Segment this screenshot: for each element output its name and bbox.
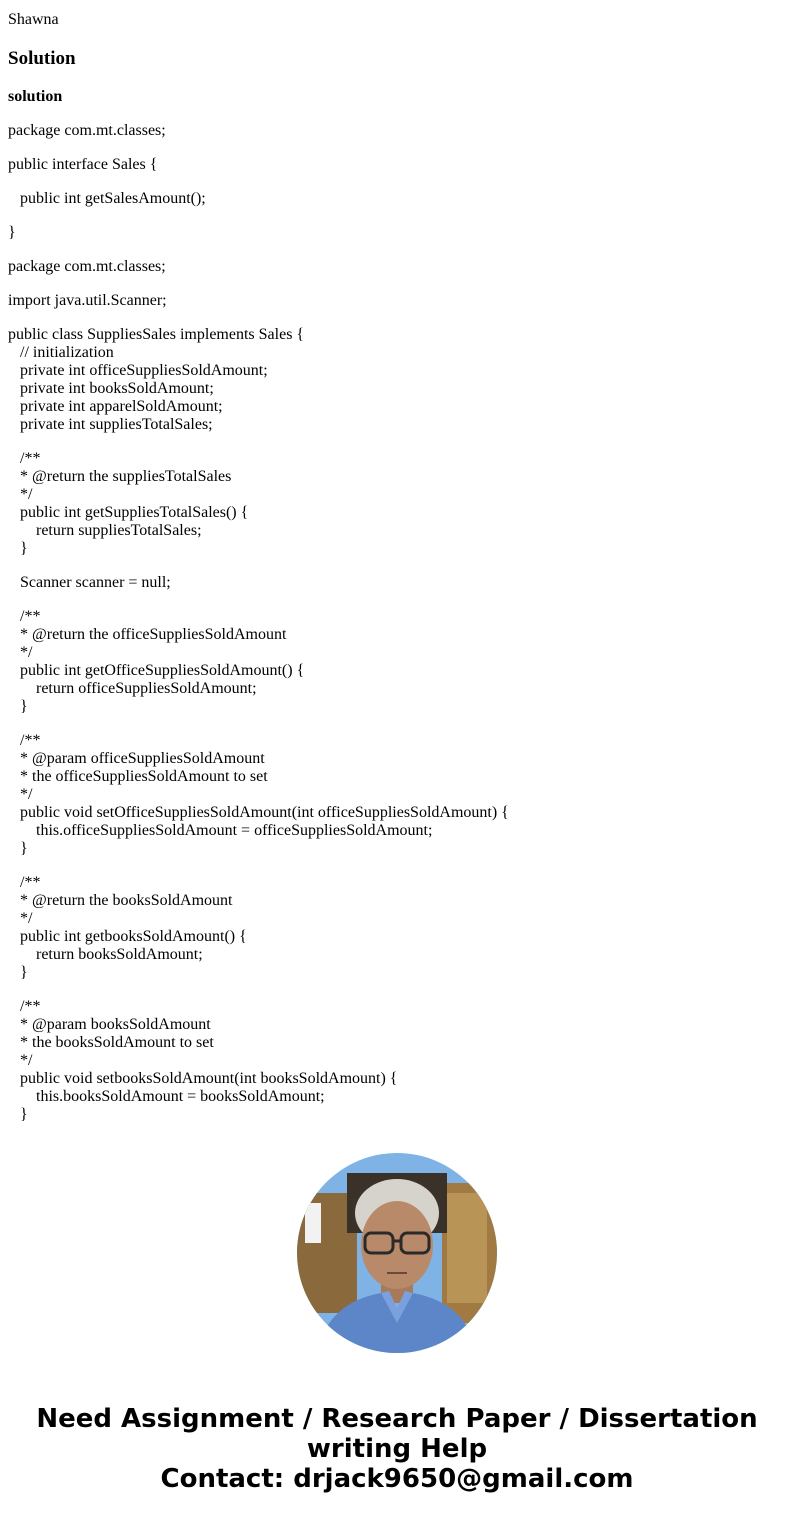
author-name: Shawna: [8, 11, 59, 28]
code-line: }: [8, 540, 28, 557]
code-line: Scanner scanner = null;: [8, 574, 171, 591]
code-line: import java.util.Scanner;: [8, 292, 167, 309]
solution-subheading: solution: [8, 88, 63, 105]
code-line: package com.mt.classes;: [8, 258, 166, 275]
author-photo: [297, 1153, 497, 1353]
code-line: /**: [8, 450, 41, 467]
code-line: */: [8, 910, 33, 927]
code-line: public void setOfficeSuppliesSoldAmount(int officeSuppliesSoldAmount) {: [8, 804, 509, 821]
code-line: }: [8, 224, 16, 241]
code-line: */: [8, 786, 33, 803]
code-line: * the officeSuppliesSoldAmount to set: [8, 768, 268, 785]
code-line: private int apparelSoldAmount;: [8, 398, 223, 415]
code-line: }: [8, 964, 28, 981]
code-line: }: [8, 698, 28, 715]
code-line: private int booksSoldAmount;: [8, 380, 214, 397]
code-line: private int suppliesTotalSales;: [8, 416, 213, 433]
code-line: public int getOfficeSuppliesSoldAmount() {: [8, 662, 305, 679]
code-line: public int getSalesAmount();: [8, 190, 206, 207]
code-line: return officeSuppliesSoldAmount;: [8, 680, 257, 697]
code-listing: [8, 122, 768, 1124]
code-line: */: [8, 644, 33, 661]
code-line: /**: [8, 998, 41, 1015]
promo-contact: Contact: drjack9650@gmail.com: [160, 1464, 634, 1494]
code-line: public interface Sales {: [8, 156, 158, 173]
code-line: * @param officeSuppliesSoldAmount: [8, 750, 265, 767]
code-line: return booksSoldAmount;: [8, 946, 203, 963]
code-line: private int officeSuppliesSoldAmount;: [8, 362, 268, 379]
portrait-image: [297, 1153, 497, 1353]
code-line: this.booksSoldAmount = booksSoldAmount;: [8, 1088, 325, 1105]
code-line: public int getbooksSoldAmount() {: [8, 928, 247, 945]
code-line: public class SuppliesSales implements Sales {: [8, 326, 305, 343]
code-line: // initialization: [8, 344, 114, 361]
code-line: * the booksSoldAmount to set: [8, 1034, 214, 1051]
code-line: * @param booksSoldAmount: [8, 1016, 211, 1033]
code-line: public void setbooksSoldAmount(int booksSoldAmount) {: [8, 1070, 398, 1087]
solution-heading: Solution: [8, 48, 76, 69]
code-line: * @return the suppliesTotalSales: [8, 468, 232, 485]
code-line: * @return the officeSuppliesSoldAmount: [8, 626, 287, 643]
code-line: package com.mt.classes;: [8, 122, 166, 139]
code-line: */: [8, 1052, 33, 1069]
code-line: }: [8, 840, 28, 857]
code-line: /**: [8, 732, 41, 749]
code-line: public int getSuppliesTotalSales() {: [8, 504, 249, 521]
code-line: }: [8, 1106, 28, 1123]
code-line: */: [8, 486, 33, 503]
promo-line-1: Need Assignment / Research Paper / Dissertation: [36, 1404, 758, 1434]
promo-banner: [0, 1404, 794, 1494]
code-line: * @return the booksSoldAmount: [8, 892, 233, 909]
code-line: /**: [8, 874, 41, 891]
promo-line-2: writing Help: [306, 1434, 488, 1464]
code-line: this.officeSuppliesSoldAmount = officeSuppliesSoldAmount;: [8, 822, 433, 839]
code-line: /**: [8, 608, 41, 625]
code-line: return suppliesTotalSales;: [8, 522, 202, 539]
